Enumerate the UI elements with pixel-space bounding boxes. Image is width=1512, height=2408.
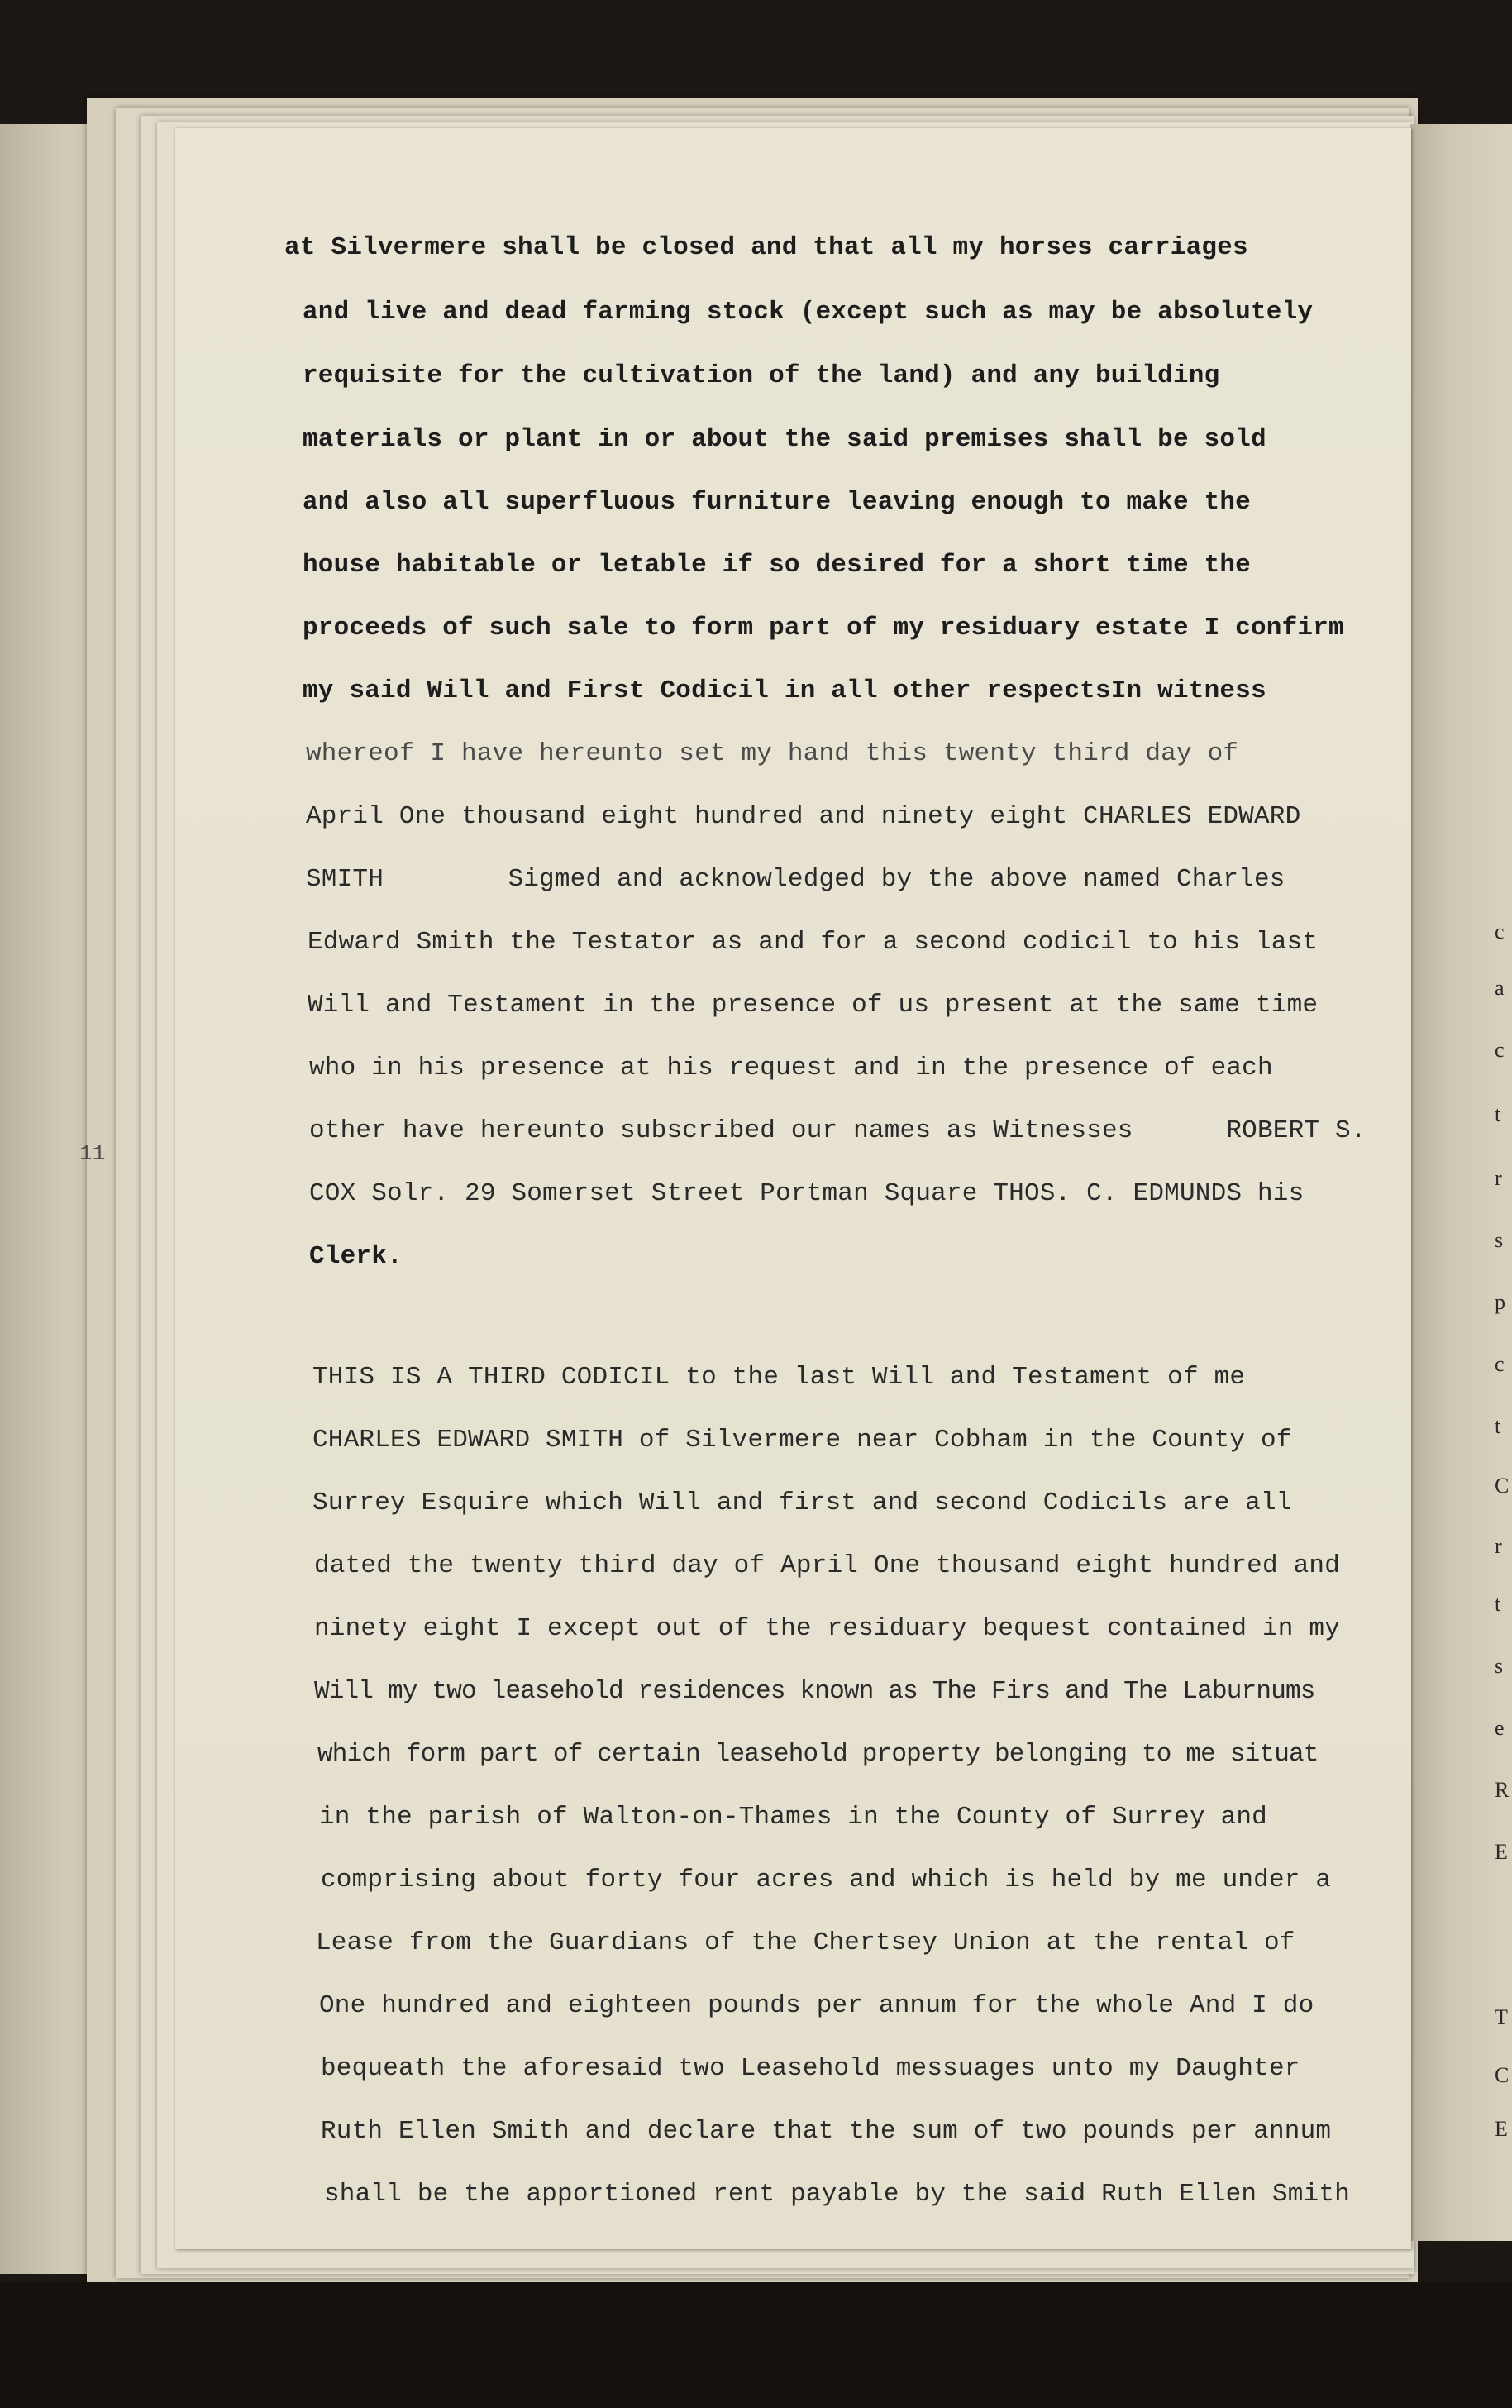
- text-line: April One thousand eight hundred and ninety eight CHARLES EDWARD: [306, 802, 1301, 831]
- text-line: other have hereunto subscribed our names as Witnesses ROBERT S.: [309, 1116, 1367, 1145]
- text-line: comprising about forty four acres and which is held by me under a: [321, 1866, 1332, 1894]
- text-line: COX Solr. 29 Somerset Street Portman Square THOS. C. EDMUNDS his: [309, 1179, 1305, 1208]
- text-line: Lease from the Guardians of the Chertsey Union at the rental of: [316, 1928, 1295, 1957]
- text-line: Will my two leasehold residences known as The Firs and The Laburnums: [314, 1677, 1315, 1706]
- text-line: proceeds of such sale to form part of my residuary estate I confirm: [303, 614, 1344, 643]
- text-line: ninety eight I except out of the residuary bequest contained in my: [314, 1614, 1340, 1643]
- margin-fragment: t: [1495, 1592, 1501, 1616]
- text-line: Ruth Ellen Smith and declare that the sum of two pounds per annum: [321, 2117, 1332, 2146]
- margin-fragment: e: [1495, 1716, 1505, 1740]
- left-page-edge: [0, 124, 98, 2274]
- text-line: Clerk.: [309, 1242, 403, 1271]
- text-line: materials or plant in or about the said premises shall be sold: [303, 425, 1266, 454]
- margin-fragment: c: [1495, 920, 1505, 944]
- text-line: and also all superfluous furniture leaving enough to make the: [303, 488, 1251, 517]
- margin-fragment: a: [1495, 976, 1505, 1000]
- text-line: shall be the apportioned rent payable by the said Ruth Ellen Smith: [324, 2180, 1350, 2209]
- text-line: who in his presence at his request and in the presence of each: [309, 1054, 1273, 1082]
- margin-fragment: E: [1495, 1840, 1509, 1864]
- text-line: dated the twenty third day of April One thousand eight hundred and: [314, 1551, 1340, 1580]
- text-line: my said Will and First Codicil in all other respectsIn witness: [303, 676, 1266, 705]
- margin-fragment: t: [1495, 1414, 1501, 1438]
- text-line: THIS IS A THIRD CODICIL to the last Will and Testament of me: [312, 1363, 1246, 1392]
- text-line: at Silvermere shall be closed and that all my horses carriages: [284, 233, 1248, 262]
- margin-fragment: C: [1495, 2063, 1510, 2087]
- text-line: house habitable or letable if so desired for a short time the: [303, 551, 1251, 580]
- text-line: whereof I have hereunto set my hand this twenty third day of: [306, 739, 1239, 768]
- text-line: and live and dead farming stock (except such as may be absolutely: [303, 298, 1314, 327]
- margin-fragment: p: [1495, 1290, 1506, 1314]
- margin-fragment: r: [1495, 1534, 1502, 1558]
- text-line: which form part of certain leasehold property belonging to me situat: [317, 1740, 1319, 1769]
- text-line: CHARLES EDWARD SMITH of Silvermere near Cobham in the County of: [312, 1426, 1292, 1455]
- binding-shadow: [0, 2282, 1512, 2408]
- text-line: requisite for the cultivation of the land) and any building: [303, 361, 1220, 390]
- text-line: Will and Testament in the presence of us present at the same time: [308, 991, 1319, 1020]
- text-line: Edward Smith the Testator as and for a second codicil to his last: [308, 928, 1319, 957]
- margin-fragment: r: [1495, 1166, 1502, 1190]
- margin-fragment: s: [1495, 1654, 1504, 1678]
- text-line: bequeath the aforesaid two Leasehold messuages unto my Daughter: [321, 2054, 1300, 2083]
- margin-fragment: R: [1495, 1778, 1510, 1802]
- margin-fragment: t: [1495, 1102, 1501, 1126]
- text-line: Surrey Esquire which Will and first and second Codicils are all: [312, 1488, 1292, 1517]
- margin-fragment: c: [1495, 1352, 1505, 1376]
- margin-fragment: 11: [79, 1141, 106, 1166]
- text-line: SMITH Sigmed and acknowledged by the above named Charles: [306, 865, 1285, 894]
- margin-fragment: s: [1495, 1228, 1504, 1252]
- margin-fragment: c: [1495, 1038, 1505, 1062]
- text-line: in the parish of Walton-on-Thames in the County of Surrey and: [319, 1803, 1267, 1832]
- margin-fragment: T: [1495, 2005, 1509, 2029]
- margin-fragment: C: [1495, 1474, 1510, 1498]
- margin-fragment: E: [1495, 2117, 1509, 2141]
- text-line: One hundred and eighteen pounds per annum for the whole And I do: [319, 1991, 1314, 2020]
